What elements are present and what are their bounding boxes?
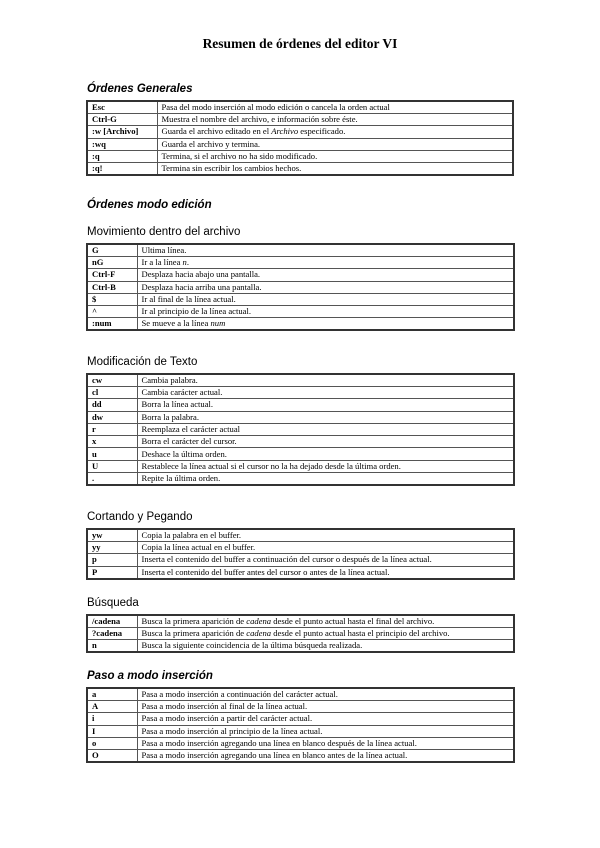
command-description: Ir al final de la línea actual. <box>137 293 514 305</box>
command-key: Ctrl-B <box>87 281 137 293</box>
command-description: Pasa a modo inserción agregando una línea en blanco antes de la línea actual. <box>137 750 514 763</box>
command-key: n <box>87 640 137 653</box>
command-description: Borra el carácter del cursor. <box>137 436 514 448</box>
command-key: p <box>87 554 137 566</box>
table-row <box>87 163 513 176</box>
command-key: yy <box>87 542 137 554</box>
command-description: Desplaza hacia arriba una pantalla. <box>137 281 514 293</box>
command-key: $ <box>87 293 137 305</box>
table-row <box>87 554 514 566</box>
command-key: ^ <box>87 306 137 318</box>
table-row <box>87 448 514 460</box>
command-key: ?cadena <box>87 628 137 640</box>
table-row <box>87 114 513 126</box>
command-description: Cambia carácter actual. <box>137 387 514 399</box>
table-row <box>87 460 514 472</box>
command-key: Ctrl-F <box>87 269 137 281</box>
table-row <box>87 150 513 162</box>
table-row <box>87 318 514 331</box>
description-emphasis: Archivo <box>271 126 299 137</box>
command-description: Copia la palabra en el buffer. <box>137 529 514 542</box>
command-description: Copia la línea actual en el buffer. <box>137 542 514 554</box>
command-key: o <box>87 737 137 749</box>
command-key: x <box>87 436 137 448</box>
command-key: dd <box>87 399 137 411</box>
command-description: Termina sin escribir los cambios hechos. <box>157 163 513 176</box>
command-key: :q <box>87 150 157 162</box>
command-description: Pasa del modo inserción al modo edición o cancela la orden actual <box>157 101 513 114</box>
table-row <box>87 257 514 269</box>
command-key: G <box>87 244 137 257</box>
table-row <box>87 387 514 399</box>
command-description <box>137 628 514 640</box>
command-key: r <box>87 423 137 435</box>
table-row <box>87 688 514 701</box>
command-description: Muestra el nombre del archivo, e información sobre éste. <box>157 114 513 126</box>
heading-cortando-pegando: Cortando y Pegando <box>87 511 193 523</box>
page-title: Resumen de órdenes del editor VI <box>202 36 398 51</box>
heading-ordenes-generales: Órdenes Generales <box>87 83 193 95</box>
description-text: . <box>186 257 189 268</box>
command-key: a <box>87 688 137 701</box>
table-row <box>87 750 514 763</box>
command-description: Pasa a modo inserción al final de la línea actual. <box>137 701 514 713</box>
command-description: Cambia palabra. <box>137 374 514 387</box>
command-key: P <box>87 566 137 579</box>
command-description: Pasa a modo inserción agregando una línea en blanco después de la línea actual. <box>137 737 514 749</box>
description-emphasis: cadena <box>246 628 272 639</box>
table-row <box>87 473 514 486</box>
table-row <box>87 725 514 737</box>
command-key: :wq <box>87 138 157 150</box>
command-description <box>137 615 514 628</box>
heading-movimiento: Movimiento dentro del archivo <box>87 226 241 238</box>
command-description: Reemplaza el carácter actual <box>137 423 514 435</box>
table-row <box>87 436 514 448</box>
command-key: I <box>87 725 137 737</box>
command-key: cw <box>87 374 137 387</box>
table-row <box>87 269 514 281</box>
table-movimiento <box>86 243 515 331</box>
command-key: . <box>87 473 137 486</box>
command-key: :q! <box>87 163 157 176</box>
command-description <box>157 126 513 138</box>
command-description: Inserta el contenido del buffer a continuación del cursor o después de la línea actual. <box>137 554 514 566</box>
table-row <box>87 423 514 435</box>
description-text: desde el punto actual hasta el final del archivo. <box>271 616 435 626</box>
command-description: Pasa a modo inserción a continuación del carácter actual. <box>137 688 514 701</box>
table-row <box>87 281 514 293</box>
table-row <box>87 293 514 305</box>
description-emphasis: n <box>182 257 187 268</box>
table-row <box>87 640 514 653</box>
command-key: dw <box>87 411 137 423</box>
table-row <box>87 306 514 318</box>
table-row <box>87 615 514 628</box>
heading-ordenes-modo-edicion: Órdenes modo edición <box>87 199 212 211</box>
command-description: Deshace la última orden. <box>137 448 514 460</box>
table-row <box>87 701 514 713</box>
command-key: /cadena <box>87 615 137 628</box>
command-description: Pasa a modo inserción a partir del carácter actual. <box>137 713 514 725</box>
command-key: U <box>87 460 137 472</box>
command-key: :w [Archivo] <box>87 126 157 138</box>
command-description: Borra la palabra. <box>137 411 514 423</box>
heading-modificacion-texto: Modificación de Texto <box>87 356 198 368</box>
table-row <box>87 374 514 387</box>
command-key: u <box>87 448 137 460</box>
table-row <box>87 628 514 640</box>
command-description: Termina, si el archivo no ha sido modificado. <box>157 150 513 162</box>
table-cortando-pegando <box>86 528 515 580</box>
table-row <box>87 542 514 554</box>
table-row <box>87 713 514 725</box>
table-row <box>87 529 514 542</box>
table-busqueda <box>86 614 515 653</box>
command-key: Esc <box>87 101 157 114</box>
table-row <box>87 126 513 138</box>
table-modificacion-texto <box>86 373 515 486</box>
table-paso-modo-insercion <box>86 687 515 763</box>
command-key: i <box>87 713 137 725</box>
table-row <box>87 737 514 749</box>
table-row <box>87 101 513 114</box>
command-description <box>137 318 514 331</box>
command-key: :num <box>87 318 137 331</box>
description-text: Ir a la línea <box>141 257 183 268</box>
table-row <box>87 411 514 423</box>
command-description: Ir al principio de la línea actual. <box>137 306 514 318</box>
description-text: especificado. <box>298 126 346 137</box>
command-description: Pasa a modo inserción al principio de la línea actual. <box>137 725 514 737</box>
command-description: Busca la siguiente coincidencia de la última búsqueda realizada. <box>137 640 514 653</box>
command-description: Guarda el archivo y termina. <box>157 138 513 150</box>
description-emphasis: cadena <box>246 616 272 626</box>
description-text: Busca la primera aparición de <box>141 628 247 639</box>
table-row <box>87 138 513 150</box>
command-description: Borra la línea actual. <box>137 399 514 411</box>
command-key: yw <box>87 529 137 542</box>
table-row <box>87 399 514 411</box>
command-description: Desplaza hacia abajo una pantalla. <box>137 269 514 281</box>
command-key: nG <box>87 257 137 269</box>
table-row <box>87 566 514 579</box>
command-description: Repite la última orden. <box>137 473 514 486</box>
command-key: Ctrl-G <box>87 114 157 126</box>
command-key: cl <box>87 387 137 399</box>
table-row <box>87 244 514 257</box>
command-description: Ultima línea. <box>137 244 514 257</box>
description-emphasis: num <box>210 318 226 329</box>
heading-busqueda: Búsqueda <box>87 597 139 609</box>
description-text: desde el punto actual hasta el principio del archivo. <box>271 628 450 639</box>
command-description: Restablece la línea actual si el cursor no la ha dejado desde la última orden. <box>137 460 514 472</box>
description-text: Se mueve a la línea <box>141 318 211 329</box>
description-text: Busca la primera aparición de <box>141 616 247 626</box>
command-description: Inserta el contenido del buffer antes del cursor o antes de la línea actual. <box>137 566 514 579</box>
table-ordenes-generales <box>86 100 514 176</box>
heading-paso-modo-insercion: Paso a modo inserción <box>87 670 213 682</box>
description-text: Guarda el archivo editado en el <box>161 126 272 137</box>
command-description <box>137 257 514 269</box>
command-key: A <box>87 701 137 713</box>
command-key: O <box>87 750 137 763</box>
